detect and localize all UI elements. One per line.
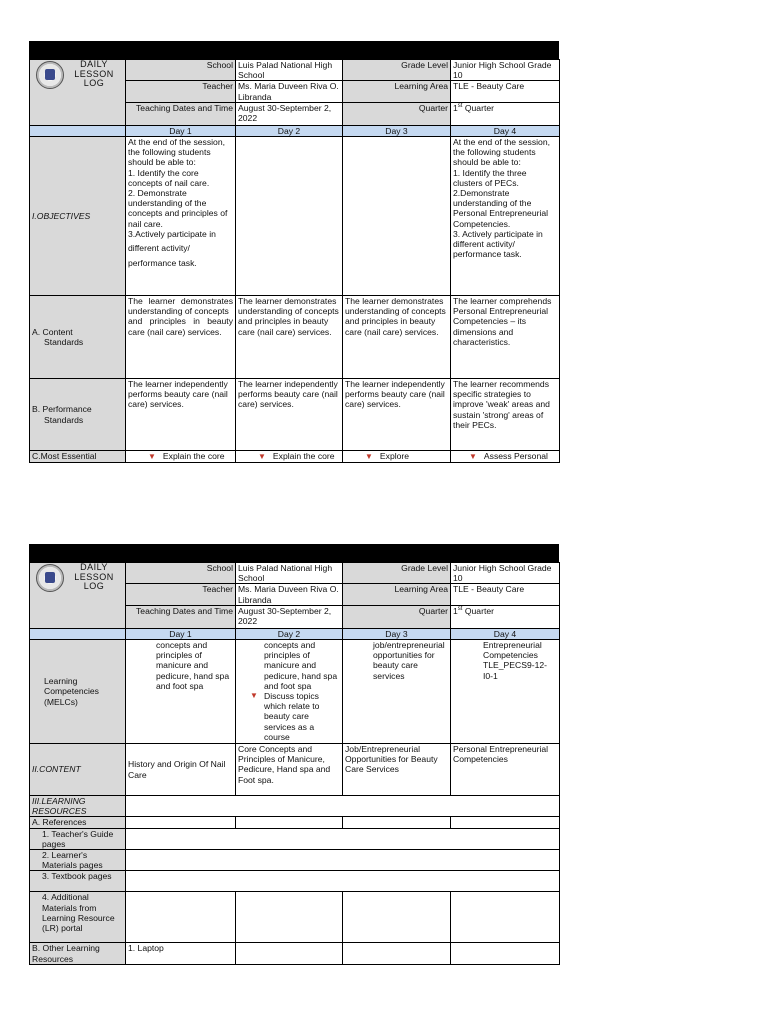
bullet-arrow-icon: ▼: [469, 452, 477, 462]
title-cell: [30, 563, 126, 629]
objectives-day2: [236, 137, 343, 296]
melc-day3: ▼ Explore: [343, 451, 451, 463]
content-standards-day4: The learner comprehends Personal Entrepreneurial Competencies – its dimensions and characteristics.: [451, 296, 560, 379]
lesson-log-table-1: [29, 59, 560, 463]
additional-materials-label: 4. Additional Materials from Learning Resource (LR) portal: [30, 892, 126, 943]
references-day2: [236, 817, 343, 828]
quarter-label: Quarter: [343, 102, 451, 125]
content-day2: Core Concepts and Principles of Manicure, Pedicure, Hand spa and Foot spa.: [236, 744, 343, 796]
lesson-log-page-2: [29, 544, 559, 965]
objectives-label: I.OBJECTIVES: [30, 137, 126, 296]
learners-materials-label: 2. Learner's Materials pages: [30, 850, 126, 871]
additional-materials-day3: [343, 892, 451, 943]
content-standards-day1: The learner demonstrates understanding of concepts and principles in beauty care (nail care) services.: [126, 296, 236, 379]
performance-standards-day2: The learner independently performs beauty care (nail care) services.: [236, 379, 343, 451]
deped-seal-logo: [36, 61, 64, 89]
content-day4: Personal Entrepreneurial Competencies: [451, 744, 560, 796]
learners-materials-value: [126, 850, 560, 871]
day-header-blank: [30, 628, 126, 639]
school-label: School: [126, 563, 236, 584]
grade-label: Grade Level: [343, 563, 451, 584]
dll-title: DAILY LESSON LOG: [74, 562, 114, 592]
teacher-label: Teacher: [126, 81, 236, 102]
textbook-value: [126, 871, 560, 892]
grade-value: Junior High School Grade 10: [451, 563, 560, 584]
references-day4: [451, 817, 560, 828]
learning-resources-label: III.LEARNING RESOURCES: [30, 796, 126, 817]
dates-label: Teaching Dates and Time: [126, 102, 236, 125]
teacher-label: Teacher: [126, 584, 236, 605]
learning-resources-value: [126, 796, 560, 817]
content-standards-day3: The learner demonstrates understanding of concepts and principles in beauty care (nail care) services.: [343, 296, 451, 379]
additional-materials-day2: [236, 892, 343, 943]
objectives-day1: At the end of the session, the following students should be able to: 1. Identify the core concepts of nail care. 2. Demonstrate understanding of the concepts and principles of nail care. 3.Actively participate in different activity/ performance task.: [126, 137, 236, 296]
melc-day1: ▼ Explain the core: [126, 451, 236, 463]
school-label: School: [126, 60, 236, 81]
other-resources-day3: [343, 943, 451, 964]
textbook-label: 3. Textbook pages: [30, 871, 126, 892]
teachers-guide-label: 1. Teacher's Guide pages: [30, 828, 126, 849]
additional-materials-day4: [451, 892, 560, 943]
area-label: Learning Area: [343, 81, 451, 102]
learning-competencies-label: Learning Competencies (MELCs): [30, 640, 126, 744]
other-resources-day2: [236, 943, 343, 964]
school-value: Luis Palad National High School: [236, 563, 343, 584]
teacher-value: Ms. Maria Duveen Riva O. Libranda: [236, 81, 343, 102]
grade-label: Grade Level: [343, 60, 451, 81]
grade-value: Junior High School Grade 10: [451, 60, 560, 81]
area-label: Learning Area: [343, 584, 451, 605]
other-resources-day1: 1. Laptop: [126, 943, 236, 964]
teacher-value: Ms. Maria Duveen Riva O. Libranda: [236, 584, 343, 605]
other-resources-day4: [451, 943, 560, 964]
learning-competencies-day3: job/entrepreneurial opportunities for beauty care services: [343, 640, 451, 744]
bullet-arrow-icon: ▼: [258, 452, 266, 462]
melc-label: C.Most Essential: [30, 451, 126, 463]
additional-materials-day1: [126, 892, 236, 943]
other-resources-label: B. Other Learning Resources: [30, 943, 126, 964]
content-standards-day2: The learner demonstrates understanding of concepts and principles in beauty care (nail care) services.: [236, 296, 343, 379]
melc-day2: ▼ Explain the core: [236, 451, 343, 463]
day-header-2: Day 2: [236, 628, 343, 639]
content-day1: History and Origin Of Nail Care: [126, 744, 236, 796]
learning-competencies-day4: Entrepreneurial Competencies TLE_PECS9-12-I0-1: [451, 640, 560, 744]
content-standards-label: A. Content Standards: [30, 296, 126, 379]
quarter-value: 1st Quarter: [451, 102, 560, 125]
learning-competencies-day1: concepts and principles of manicure and pedicure, hand spa and foot spa: [126, 640, 236, 744]
objectives-day3: [343, 137, 451, 296]
melc-day4: ▼ Assess Personal: [451, 451, 560, 463]
content-label: II.CONTENT: [30, 744, 126, 796]
day-header-3: Day 3: [343, 125, 451, 136]
content-day3: Job/Entrepreneurial Opportunities for Beauty Care Services: [343, 744, 451, 796]
dates-value: August 30-September 2, 2022: [236, 102, 343, 125]
area-value: TLE - Beauty Care: [451, 584, 560, 605]
day-header-2: Day 2: [236, 125, 343, 136]
dates-label: Teaching Dates and Time: [126, 605, 236, 628]
day-header-1: Day 1: [126, 125, 236, 136]
learning-competencies-day2: concepts and principles of manicure and pedicure, hand spa and foot spa ▼ Discuss topics which relate to beauty care services as a course: [236, 640, 343, 744]
school-value: Luis Palad National High School: [236, 60, 343, 81]
performance-standards-day1: The learner independently performs beauty care (nail care) services.: [126, 379, 236, 451]
deped-seal-logo: [36, 564, 64, 592]
performance-standards-day4: The learner recommends specific strategies to improve 'weak' areas and sustain 'strong' areas of their PECs.: [451, 379, 560, 451]
day-header-4: Day 4: [451, 628, 560, 639]
day-header-1: Day 1: [126, 628, 236, 639]
bullet-arrow-icon: ▼: [365, 452, 373, 462]
quarter-label: Quarter: [343, 605, 451, 628]
header-band: [29, 41, 559, 59]
references-label: A. References: [30, 817, 126, 828]
performance-standards-label: B. Performance Standards: [30, 379, 126, 451]
header-band: [29, 544, 559, 562]
dates-value: August 30-September 2, 2022: [236, 605, 343, 628]
day-header-3: Day 3: [343, 628, 451, 639]
lesson-log-page-1: [29, 41, 559, 463]
day-header-4: Day 4: [451, 125, 560, 136]
quarter-value: 1st Quarter: [451, 605, 560, 628]
title-cell: [30, 60, 126, 126]
references-day1: [126, 817, 236, 828]
performance-standards-day3: The learner independently performs beauty care (nail care) services.: [343, 379, 451, 451]
dll-title: DAILY LESSON LOG: [74, 59, 114, 89]
bullet-arrow-icon: ▼: [250, 691, 258, 701]
lesson-log-table-2: [29, 562, 560, 965]
references-day3: [343, 817, 451, 828]
day-header-blank: [30, 125, 126, 136]
objectives-day4: At the end of the session, the following students should be able to: 1. Identify the three clusters of PECs. 2.Demonstrate understanding of the Personal Entrepreneurial Competencies. 3. Actively participate in different activity/ performance task.: [451, 137, 560, 296]
bullet-arrow-icon: ▼: [148, 452, 156, 462]
teachers-guide-value: [126, 828, 560, 849]
area-value: TLE - Beauty Care: [451, 81, 560, 102]
